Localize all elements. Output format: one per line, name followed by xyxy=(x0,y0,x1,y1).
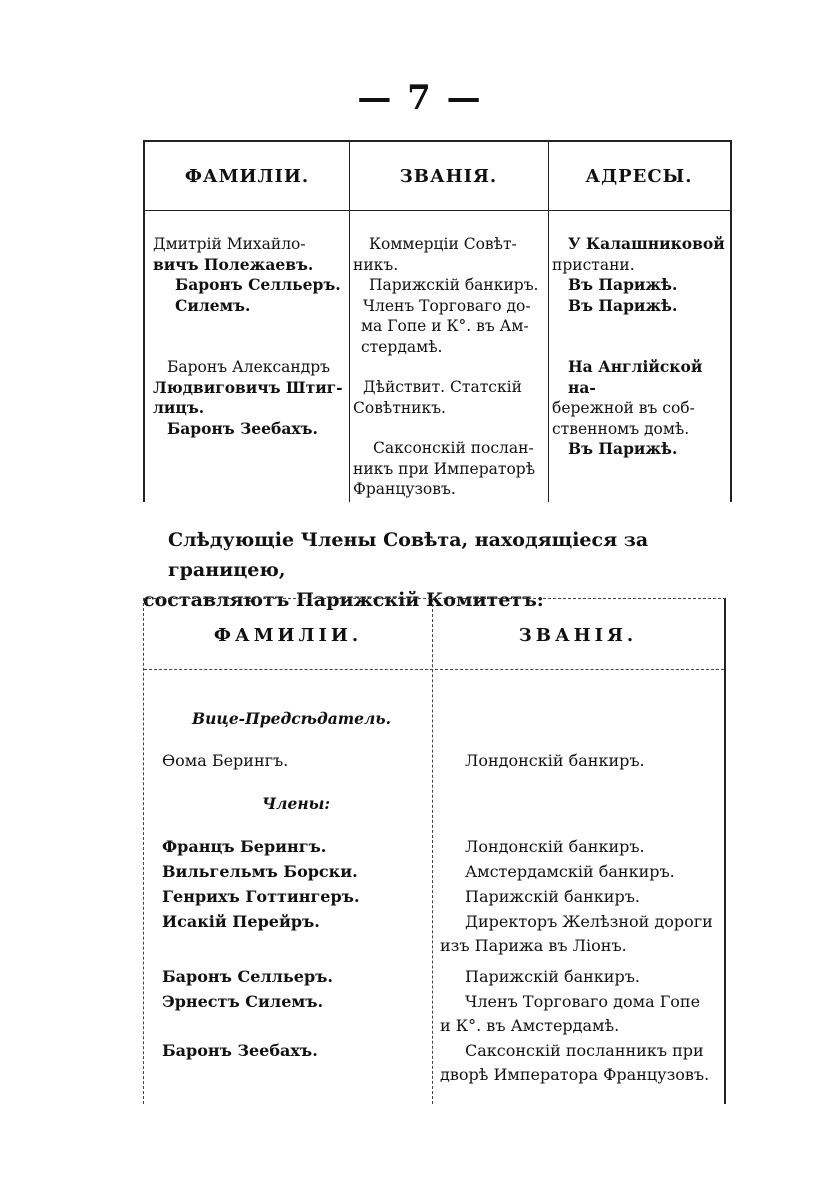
member-title xyxy=(440,835,722,859)
name-line: лицъ. xyxy=(153,398,205,417)
council-table xyxy=(143,140,732,502)
titles-column xyxy=(353,234,545,500)
member-title xyxy=(440,990,722,1038)
column-divider xyxy=(548,142,549,502)
member-title xyxy=(440,965,722,989)
member-title xyxy=(440,885,722,909)
title-line: Коммерціи Совѣт- xyxy=(369,235,517,253)
address-line: У Калашниковой xyxy=(568,234,725,253)
header-titles: ЗВАНІЯ. xyxy=(518,625,638,646)
title-entry xyxy=(353,234,545,275)
header-surnames: ФАМИЛІИ. xyxy=(213,625,363,646)
title-entry xyxy=(353,377,545,418)
member-title xyxy=(440,860,722,884)
table-header xyxy=(144,599,724,670)
name-entry: Баронъ Селльеръ. xyxy=(175,275,341,294)
name-line: Людвиговичъ Штиг- xyxy=(153,377,343,397)
title-line: Парижскій банкиръ. xyxy=(465,967,640,986)
title-line: Французовъ. xyxy=(353,480,456,498)
address-line: пристани. xyxy=(552,255,635,274)
address-entry: Въ Парижѣ. xyxy=(568,275,678,294)
address-entry xyxy=(552,234,728,275)
title-entry xyxy=(353,438,545,500)
names-column xyxy=(153,234,347,439)
name-text: Ѳома Берингъ. xyxy=(162,751,289,770)
title-line: Членъ Торговаго до- xyxy=(363,296,531,315)
title-line: Парижскій банкиръ. xyxy=(465,887,640,906)
paragraph-line: составляютъ Парижскій Комитетъ: xyxy=(143,589,544,611)
member-name: Баронъ Зеебахъ. xyxy=(162,1041,318,1060)
title-line: дворѣ Императора Французовъ. xyxy=(440,1065,710,1084)
member-name: Вильгельмъ Борски. xyxy=(162,862,358,881)
address-entry: Въ Парижѣ. xyxy=(568,439,678,458)
name-entry xyxy=(153,357,347,419)
member-title xyxy=(440,1039,722,1087)
name-line: Баронъ Александръ xyxy=(167,358,331,376)
title-line: Директоръ Желѣзной дороги xyxy=(465,912,713,931)
name-line: Дмитрій Михайло- xyxy=(153,235,306,253)
header-addresses: АДРЕСЫ. xyxy=(585,166,693,187)
member-title xyxy=(440,749,722,773)
name-line: вичъ Полежаевъ. xyxy=(153,254,314,274)
title-entry: Парижскій банкиръ. xyxy=(369,276,539,294)
title-line: никъ. xyxy=(353,255,399,274)
committee-table xyxy=(143,598,726,1104)
title-line: Совѣтникъ. xyxy=(353,398,446,417)
member-name: Генрихъ Готтингеръ. xyxy=(162,887,360,906)
paragraph-line: Слѣдующіе Члены Совѣта, находящіеся за границею, xyxy=(168,529,649,581)
header-surnames: ФАМИЛІИ. xyxy=(184,166,310,187)
title-text: Лондонскій банкиръ. xyxy=(465,751,645,770)
title-line: Саксонскій послан- xyxy=(373,439,534,457)
title-line: изъ Парижа въ Ліонъ. xyxy=(440,936,627,955)
page-number: — 7 — xyxy=(357,78,483,118)
address-line: бережной въ соб- xyxy=(552,399,695,417)
address-line: ственномъ домѣ. xyxy=(552,419,690,438)
title-line: Лондонскій банкиръ. xyxy=(465,837,645,856)
title-line: и К°. въ Амстердамѣ. xyxy=(440,1016,620,1035)
title-line: Дѣйствит. Статскій xyxy=(363,378,522,396)
name-entry: Силемъ. xyxy=(175,295,251,315)
member-name: Баронъ Селльеръ. xyxy=(162,967,333,986)
column-divider xyxy=(349,142,350,502)
title-line: ма Гопе и К°. въ Ам- xyxy=(361,317,529,335)
title-line: никъ при Императорѣ xyxy=(353,459,536,478)
table-header xyxy=(145,142,730,211)
title-line: Членъ Торговаго дома Гопе xyxy=(465,992,701,1011)
vice-chairman-label: Вице-Предсѣдатель. xyxy=(192,709,391,728)
title-line: стердамѣ. xyxy=(361,337,443,356)
column-divider xyxy=(432,599,433,1104)
members-label: Члены: xyxy=(262,794,331,813)
member-title xyxy=(440,910,722,958)
header-titles: ЗВАНІЯ. xyxy=(399,166,498,187)
addresses-column xyxy=(552,234,728,460)
address-line: На Англійской на- xyxy=(568,357,703,397)
member-name: Исакій Перейръ. xyxy=(162,912,320,931)
name-entry: Баронъ Зеебахъ. xyxy=(167,418,318,438)
title-line: Амстердамскій банкиръ. xyxy=(465,862,675,881)
address-entry: Въ Парижѣ. xyxy=(568,295,678,315)
member-name xyxy=(162,749,427,773)
name-entry xyxy=(153,234,347,275)
title-line: Саксонскій посланникъ при xyxy=(465,1041,704,1060)
member-name: Эрнестъ Силемъ. xyxy=(162,992,324,1011)
member-name: Францъ Берингъ. xyxy=(162,837,327,856)
address-entry xyxy=(552,357,728,439)
title-entry xyxy=(353,296,545,358)
